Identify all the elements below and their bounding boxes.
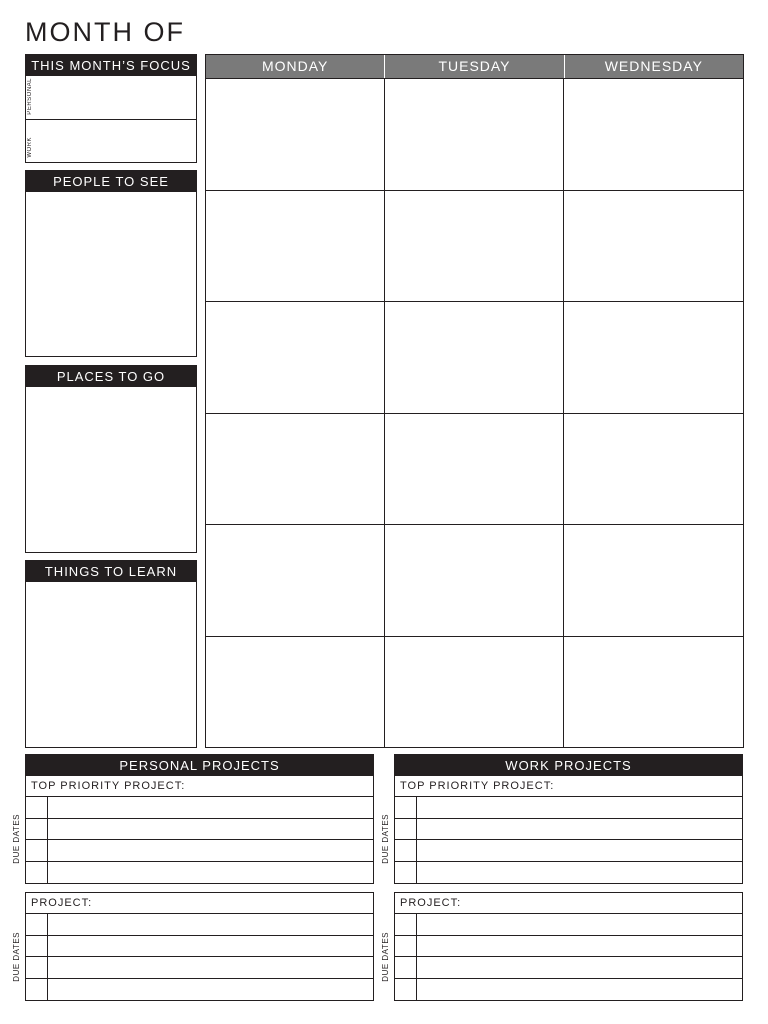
due-dates-label: DUE DATES [12, 932, 21, 982]
people-header: PEOPLE TO SEE [26, 171, 196, 192]
people-panel [25, 170, 197, 357]
work-project-panel [394, 892, 743, 1001]
calendar-cell[interactable] [385, 636, 564, 748]
learn-area[interactable] [26, 582, 196, 747]
personal-top-row [26, 840, 373, 862]
personal-project-label[interactable]: PROJECT: [26, 893, 373, 914]
personal-top-row [26, 862, 373, 884]
task-line[interactable] [417, 914, 742, 935]
personal-top-priority-label[interactable]: TOP PRIORITY PROJECT: [26, 776, 373, 797]
calendar-cell[interactable] [206, 301, 385, 413]
due-date-box[interactable] [26, 840, 48, 861]
calendar-cell[interactable] [385, 78, 564, 190]
task-line[interactable] [417, 979, 742, 1001]
work-top-row [395, 840, 742, 862]
day-header-monday: MONDAY [206, 55, 385, 78]
due-date-box[interactable] [26, 914, 48, 935]
due-date-box[interactable] [395, 862, 417, 884]
focus-personal-label: PERSONAL [27, 78, 33, 115]
task-line[interactable] [48, 979, 373, 1001]
due-dates-label: DUE DATES [12, 814, 21, 864]
due-dates-label: DUE DATES [381, 814, 390, 864]
personal-project-row [26, 979, 373, 1001]
places-area[interactable] [26, 387, 196, 552]
focus-work-label: WORK [27, 137, 33, 158]
personal-projects-panel [25, 754, 374, 884]
due-dates-label: DUE DATES [381, 932, 390, 982]
day-header-wednesday: WEDNESDAY [565, 55, 743, 78]
calendar-cell[interactable] [564, 301, 743, 413]
people-area[interactable] [26, 192, 196, 356]
calendar-cell[interactable] [206, 413, 385, 525]
due-date-box[interactable] [395, 819, 417, 840]
due-date-box[interactable] [395, 957, 417, 978]
focus-work-field[interactable] [26, 119, 196, 162]
work-top-row [395, 819, 742, 841]
focus-personal-field[interactable] [26, 76, 196, 119]
calendar-cell[interactable] [206, 636, 385, 748]
due-date-box[interactable] [26, 862, 48, 884]
calendar-cell[interactable] [564, 413, 743, 525]
calendar-grid [205, 54, 744, 748]
task-line[interactable] [48, 957, 373, 978]
calendar-cell[interactable] [385, 190, 564, 302]
day-header-tuesday: TUESDAY [385, 55, 564, 78]
personal-project-row [26, 936, 373, 958]
work-projects-panel [394, 754, 743, 884]
due-date-box[interactable] [26, 819, 48, 840]
calendar-cell[interactable] [385, 524, 564, 636]
calendar-cell[interactable] [206, 190, 385, 302]
personal-top-row [26, 797, 373, 819]
due-date-box[interactable] [395, 840, 417, 861]
due-date-box[interactable] [395, 797, 417, 818]
task-line[interactable] [417, 840, 742, 861]
calendar-cell[interactable] [206, 524, 385, 636]
calendar-cells [206, 78, 743, 747]
work-project-row [395, 936, 742, 958]
task-line[interactable] [417, 957, 742, 978]
calendar-cell[interactable] [564, 636, 743, 748]
learn-panel [25, 560, 197, 748]
learn-header: THINGS TO LEARN [26, 561, 196, 582]
personal-project-row [26, 914, 373, 936]
due-date-box[interactable] [26, 957, 48, 978]
calendar-cell[interactable] [564, 78, 743, 190]
work-top-row [395, 862, 742, 884]
calendar-cell[interactable] [206, 78, 385, 190]
task-line[interactable] [48, 914, 373, 935]
calendar-cell[interactable] [385, 413, 564, 525]
places-header: PLACES TO GO [26, 366, 196, 387]
task-line[interactable] [48, 819, 373, 840]
task-line[interactable] [48, 797, 373, 818]
focus-header: THIS MONTH’S FOCUS [26, 55, 196, 76]
personal-project-panel [25, 892, 374, 1001]
due-date-box[interactable] [395, 936, 417, 957]
task-line[interactable] [48, 840, 373, 861]
work-project-row [395, 957, 742, 979]
calendar-cell[interactable] [385, 301, 564, 413]
work-project-row [395, 979, 742, 1001]
task-line[interactable] [417, 862, 742, 884]
personal-project-row [26, 957, 373, 979]
task-line[interactable] [417, 797, 742, 818]
due-date-box[interactable] [26, 979, 48, 1001]
personal-projects-header: PERSONAL PROJECTS [26, 755, 373, 776]
work-top-row [395, 797, 742, 819]
work-project-row [395, 914, 742, 936]
focus-panel [25, 54, 197, 163]
page-title: MONTH OF [25, 17, 185, 47]
work-project-label[interactable]: PROJECT: [395, 893, 742, 914]
task-line[interactable] [48, 862, 373, 884]
work-top-priority-label[interactable]: TOP PRIORITY PROJECT: [395, 776, 742, 797]
calendar-cell[interactable] [564, 524, 743, 636]
due-date-box[interactable] [26, 797, 48, 818]
calendar-header [206, 55, 743, 78]
due-date-box[interactable] [395, 979, 417, 1001]
calendar-cell[interactable] [564, 190, 743, 302]
task-line[interactable] [417, 936, 742, 957]
task-line[interactable] [48, 936, 373, 957]
task-line[interactable] [417, 819, 742, 840]
due-date-box[interactable] [395, 914, 417, 935]
work-projects-header: WORK PROJECTS [395, 755, 742, 776]
personal-top-row [26, 819, 373, 841]
places-panel [25, 365, 197, 553]
due-date-box[interactable] [26, 936, 48, 957]
